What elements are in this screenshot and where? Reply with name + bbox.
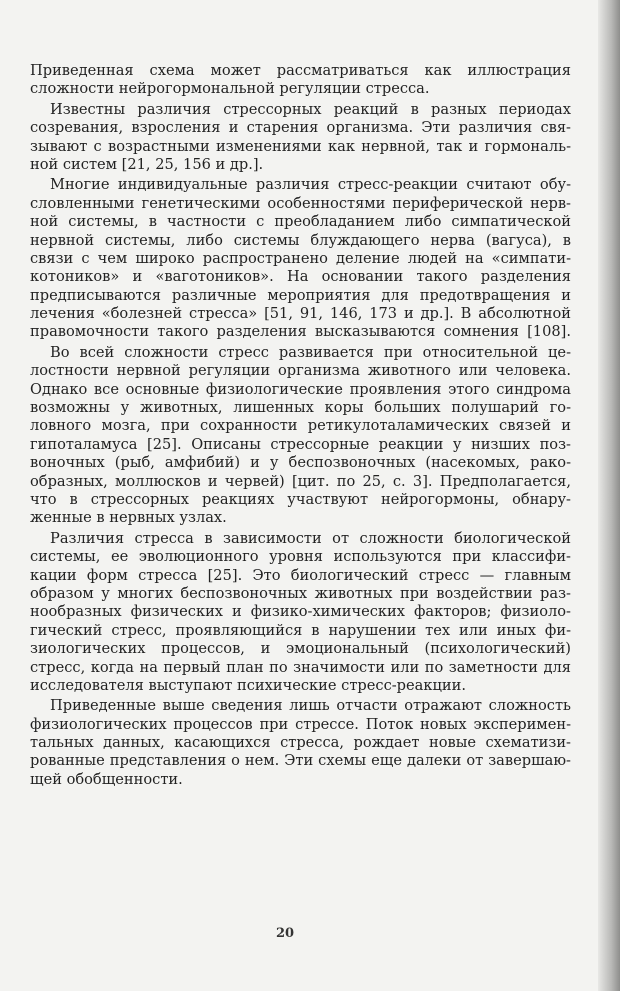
text-line: правомочности такого разделения высказываются сомнения [108]. (30, 323, 571, 341)
text-line: Во всей сложности стресс развивается при относительной це- (50, 343, 571, 361)
text-line: физиологических процессов при стрессе. Поток новых эксперимен- (30, 715, 571, 733)
text-line: зиологических процессов, и эмоциональный (психологический) (30, 640, 571, 658)
text-line: образных, моллюсков и червей) [цит. по 25, с. 3]. Предполагается, (30, 472, 571, 490)
paragraph-3 (30, 176, 571, 342)
text-line: связи с чем широко распространено деление людей на «симпати- (30, 249, 571, 267)
text-line: рованные представления о нем. Эти схемы еще далеки от завершаю- (30, 752, 571, 770)
text-line: сложности нейрогормональной регуляции стресса. (30, 80, 430, 98)
text-line: воночных (рыб, амфибий) и у беспозвоночных (насекомых, рако- (30, 454, 571, 472)
text-line: созревания, взросления и старения организма. Эти различия свя- (30, 119, 571, 137)
text-line: лостности нервной регуляции организма животного или человека. (30, 362, 571, 380)
paragraph-2 (30, 101, 571, 175)
text-line: зывают с возрастными изменениями как нервной, так и гормональ- (30, 137, 571, 155)
text-line: тальных данных, касающихся стресса, рождает новые схематизи- (30, 734, 571, 752)
text-line: гипоталамуса [25]. Описаны стрессорные реакции у низших поз- (30, 435, 571, 453)
text-line: лечения «болезней стресса» [51, 91, 146, 173 и др.]. В абсолютной (30, 305, 571, 323)
paragraph-5 (30, 530, 571, 696)
text-line: щей обобщенности. (30, 770, 183, 788)
text-line: ной систем [21, 25, 156 и др.]. (30, 155, 264, 173)
text-line: ловного мозга, при сохранности ретикулоталамических связей и (30, 417, 571, 435)
text-line: Различия стресса в зависимости от сложности биологической (50, 529, 571, 547)
text-line: женные в нервных узлах. (30, 509, 227, 527)
body-text (30, 62, 571, 791)
text-line: нообразных физических и физико-химических факторов; физиоло- (30, 603, 571, 621)
text-line: Приведенные выше сведения лишь отчасти отражают сложность (50, 697, 571, 715)
paragraph-4 (30, 344, 571, 528)
text-line: образом у многих беспозвоночных животных при воздействии раз- (30, 584, 571, 602)
text-line: Известны различия стрессорных реакций в разных периодах (50, 100, 571, 118)
page-number: 20 (275, 926, 295, 941)
text-line: Приведенная схема может рассматриваться как иллюстрация (30, 62, 571, 79)
text-line: исследователя выступают психические стресс-реакции. (30, 676, 466, 694)
text-line: кации форм стресса [25]. Это биологический стресс — главным (30, 566, 571, 584)
text-line: ной системы, в частности с преобладанием либо симпатической (30, 213, 571, 231)
text-line: котоников» и «ваготоников». На основании такого разделения (30, 268, 571, 286)
text-line: Однако все основные физиологические проявления этого синдрома (30, 380, 571, 398)
text-line: предписываются различные мероприятия для предотвращения и (30, 286, 571, 304)
paragraph-6 (30, 697, 571, 789)
paragraph-1 (30, 62, 571, 99)
text-line: Многие индивидуальные различия стресс-реакции считают обу- (50, 176, 571, 194)
text-line: системы, ее эволюционного уровня используются при классифи- (30, 548, 571, 566)
page-edge-shadow (598, 0, 620, 991)
text-line: что в стрессорных реакциях участвуют нейрогормоны, обнару- (30, 490, 571, 508)
text-line: гический стресс, проявляющийся в нарушении тех или иных фи- (30, 621, 571, 639)
text-line: словленными генетическими особенностями периферической нерв- (30, 194, 571, 212)
text-line: возможны у животных, лишенных коры больших полушарий го- (30, 399, 571, 417)
text-line: стресс, когда на первый план по значимости или по заметности для (30, 658, 571, 676)
text-line: нервной системы, либо системы блуждающего нерва (вагуса), в (30, 231, 571, 249)
